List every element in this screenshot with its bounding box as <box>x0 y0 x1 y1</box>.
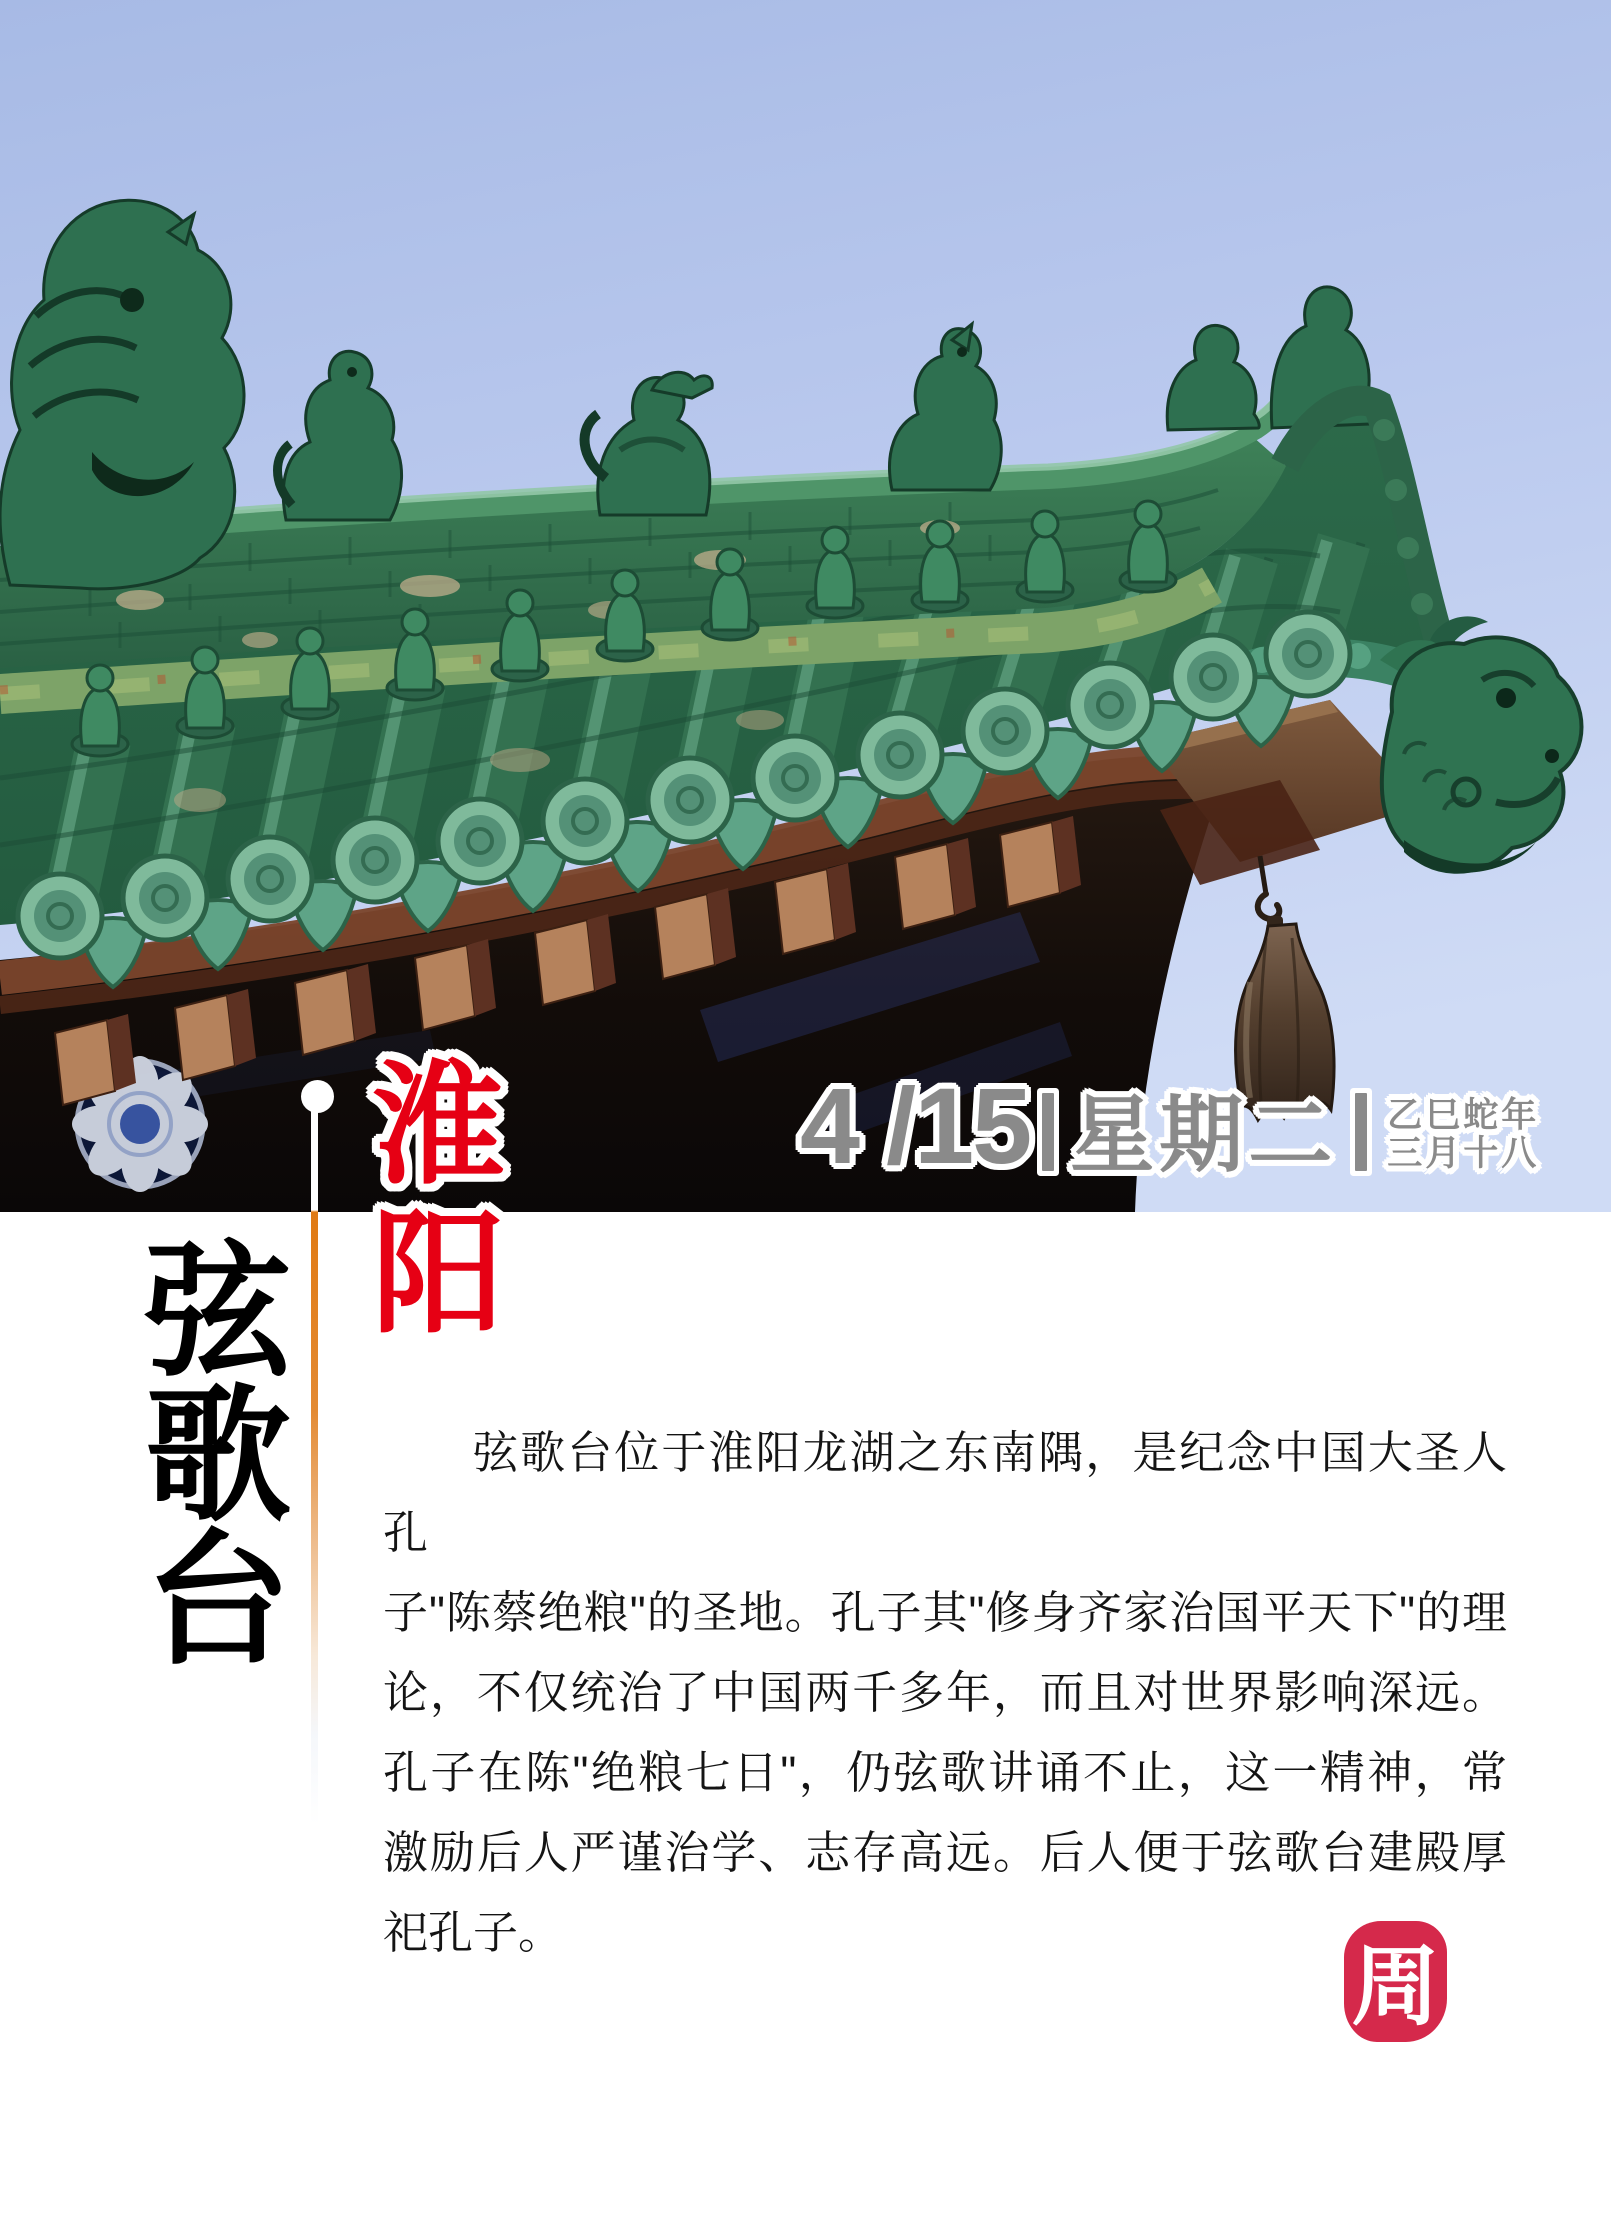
date-block <box>800 1065 1540 1186</box>
article-line: 论，不仅统治了中国两千多年，而且对世界影响深远。 <box>383 1667 1507 1718</box>
lunar-day: 三月十八 <box>1387 1134 1540 1174</box>
article-line: 子"陈蔡绝粮"的圣地。孔子其"修身齐家治国平天下"的理 <box>383 1587 1507 1638</box>
date-separator-bar <box>1355 1093 1367 1171</box>
date-weekday: 星期二 <box>1070 1087 1338 1182</box>
article-line: 弦歌台位于淮阳龙湖之东南隅，是纪念中国大圣人孔 <box>383 1427 1507 1558</box>
timeline-line <box>311 1110 318 1830</box>
red-seal-stamp <box>1344 1921 1447 2042</box>
lunar-date <box>1387 1097 1539 1173</box>
lunar-year: 乙巳蛇年 <box>1387 1096 1540 1136</box>
timeline-dot <box>301 1080 334 1113</box>
article-line: 祀孔子。 <box>383 1907 564 1958</box>
article-line: 孔子在陈"绝粮七日"，仍弦歌讲诵不止，这一精神，常 <box>383 1747 1507 1798</box>
article-text <box>383 1413 1507 1973</box>
seal-character: 周 <box>1351 1939 1440 2037</box>
site-title: 弦歌台 <box>123 1234 285 1666</box>
date-day: 4 /15 <box>800 1065 1031 1186</box>
location-title: 淮阳 <box>353 1054 501 1352</box>
article-line: 激励后人严谨治学、志存高远。后人便于弦歌台建殿厚 <box>383 1827 1507 1878</box>
date-separator-bar <box>1042 1093 1054 1171</box>
